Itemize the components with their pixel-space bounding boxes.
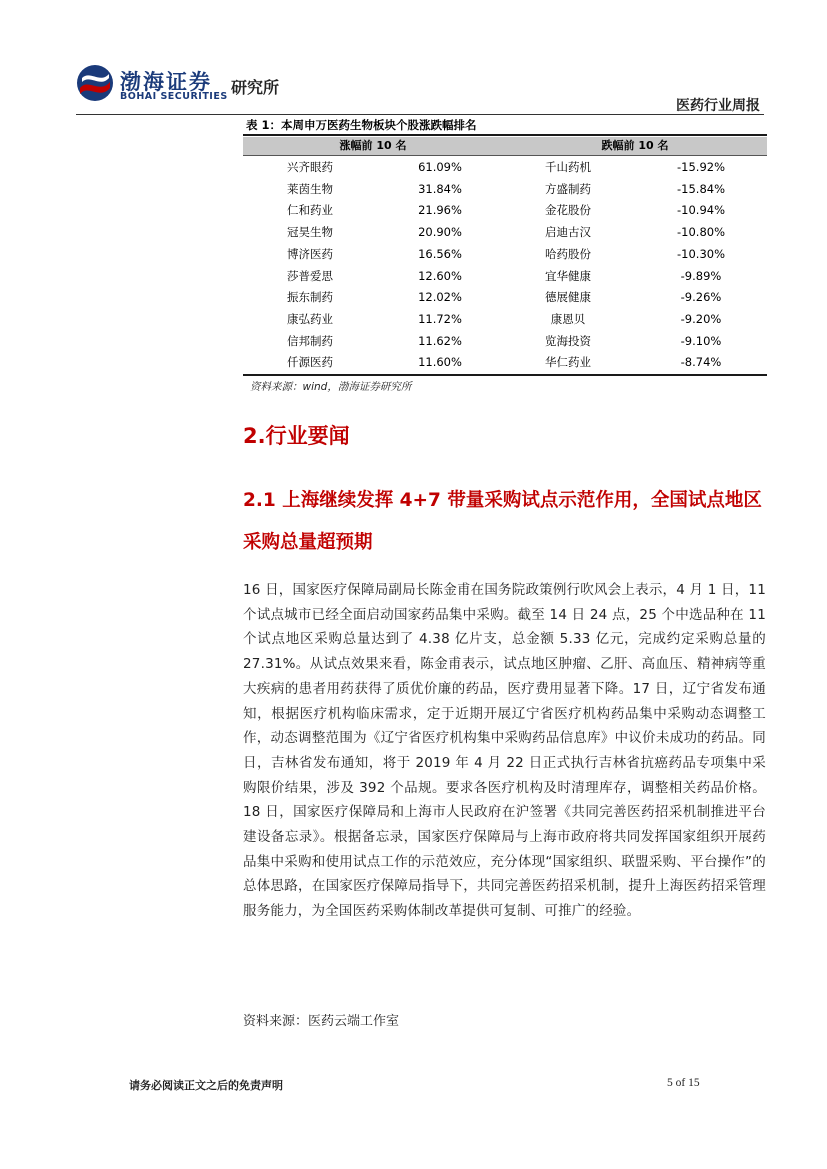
logo-chinese-text: 渤海证券 xyxy=(120,70,212,94)
gainer-name: 博济医药 xyxy=(287,246,333,261)
gainer-pct: 11.60% xyxy=(418,355,462,370)
table-row xyxy=(243,266,767,288)
losers-header: 跌幅前 10 名 xyxy=(503,137,767,155)
loser-pct: -9.20% xyxy=(680,311,722,326)
loser-pct: -9.89% xyxy=(680,268,722,283)
loser-name: 览海投资 xyxy=(545,333,591,348)
loser-pct: -8.74% xyxy=(680,355,722,370)
loser-pct: -9.10% xyxy=(680,333,722,348)
loser-name: 方盛制药 xyxy=(545,181,591,196)
table-row xyxy=(243,309,767,331)
table-row xyxy=(243,200,767,222)
institute-label: 研究所 xyxy=(231,78,280,97)
gainer-name: 振东制药 xyxy=(287,290,333,305)
gainer-pct: 21.96% xyxy=(418,203,462,218)
gainer-name: 康弘药业 xyxy=(287,311,333,326)
gainer-pct: 61.09% xyxy=(418,160,462,174)
report-type: 医药行业周报 xyxy=(676,98,760,114)
footer-disclaimer: 请务必阅读正文之后的免责声明 xyxy=(129,1079,283,1092)
loser-pct: -10.80% xyxy=(677,225,725,240)
loser-pct: -15.84% xyxy=(677,181,725,196)
loser-pct: -15.92% xyxy=(677,160,725,174)
news-body: 16 日，国家医疗保障局副局长陈金甫在国务院政策例行吹风会上表示，4 月 1 日，11 个试点城市已经全面启动国家药品集中采购。截至 14 日 24 点，25 个中选品种在 11 个试点地区采购总量达到了 4.38 亿片支，总金额 5.33 亿元，完成约定采购总量的 27.31%。从试点效果来看，陈金甫表示，试点地区肿瘤、乙肝、高血压、精神病等重大疾病的患者用药获得了质优价廉的药品，医疗费用显著下降。17 日，辽宁省发布通知，根据医疗机构临床需求，定于近期开展辽宁省医疗机构药品集中采购动态调整工作，动态调整范围为《辽宁省医疗机构集中采购药品信息库》中议价未成功的药品。同日，吉林省发布通知，将于 2019 年 4 月 22 日正式执行吉林省抗癌药品专项集中采购限价结果，涉及 392 个品规。要求各医疗机构及时清理库存，调整相关药品价格。18 日，国家医疗保障局和上海市人民政府在沪签署《共同完善医药招采机制推进平台建设备忘录》。根据备忘录，国家医疗保障局与上海市政府将共同发挥国家组织开展药品集中采购和使用试点工作的示范效应，充分体现“国家组织、联盟采购、平台操作”的总体思路，在国家医疗保障局指导下，共同完善医药招采机制，提升上海医药招采管理服务能力，为全国医药采购体制改革提供可复制、可推广的经验。 xyxy=(243,582,766,920)
loser-name: 康恩贝 xyxy=(550,311,586,326)
gainer-name: 仟源医药 xyxy=(287,355,333,370)
gainer-pct: 16.56% xyxy=(418,246,462,261)
gainer-name: 信邦制药 xyxy=(287,333,333,348)
loser-name: 千山药机 xyxy=(545,160,591,174)
gainer-pct: 12.02% xyxy=(418,290,462,305)
gainer-name: 冠昊生物 xyxy=(287,225,333,240)
news-source: 资料来源：医药云端工作室 xyxy=(243,1014,400,1029)
table-row xyxy=(243,244,767,266)
section-heading: 2.行业要闻 xyxy=(243,424,350,448)
gainer-pct: 12.60% xyxy=(418,268,462,283)
loser-pct: -9.26% xyxy=(680,290,722,305)
bohai-logo xyxy=(76,64,236,106)
news-heading: 2.1 上海继续发挥 4+7 带量采购试点示范作用，全国试点地区采购总量超预期 xyxy=(243,490,762,553)
loser-name: 启迪古汉 xyxy=(545,225,591,240)
loser-pct: -10.30% xyxy=(677,246,725,261)
page-number: 5 of 15 xyxy=(667,1077,700,1089)
table-row xyxy=(243,352,767,374)
table-row xyxy=(243,179,767,201)
header-divider xyxy=(76,114,764,115)
gainer-pct: 31.84% xyxy=(418,181,462,196)
gainer-name: 莱茵生物 xyxy=(287,181,333,196)
gainer-name: 莎普爱思 xyxy=(287,268,333,283)
gainers-header: 涨幅前 10 名 xyxy=(243,137,503,155)
table-row xyxy=(243,287,767,309)
table-row xyxy=(243,222,767,244)
table-row xyxy=(243,157,767,179)
gainer-pct: 11.62% xyxy=(418,333,462,348)
gainer-pct: 11.72% xyxy=(418,311,462,326)
table-header-rule xyxy=(243,155,767,156)
gainer-name: 兴齐眼药 xyxy=(287,160,333,174)
logo-english-text: BOHAI SECURITIES xyxy=(120,91,228,102)
loser-name: 德展健康 xyxy=(545,290,591,305)
table-bottom-rule xyxy=(243,374,767,376)
table-top-rule xyxy=(243,134,767,136)
gainer-name: 仁和药业 xyxy=(287,203,333,218)
loser-name: 宜华健康 xyxy=(545,268,591,283)
loser-pct: -10.94% xyxy=(677,203,725,218)
loser-name: 哈药股份 xyxy=(545,246,591,261)
gainer-pct: 20.90% xyxy=(418,225,462,240)
bohai-logo-icon xyxy=(76,64,114,102)
table-title: 表 1：本周申万医药生物板块个股涨跌幅排名 xyxy=(246,118,477,132)
table-row xyxy=(243,331,767,353)
table-source: 资料来源：wind，渤海证券研究所 xyxy=(250,381,412,393)
loser-name: 金花股份 xyxy=(545,203,591,218)
loser-name: 华仁药业 xyxy=(545,355,591,370)
